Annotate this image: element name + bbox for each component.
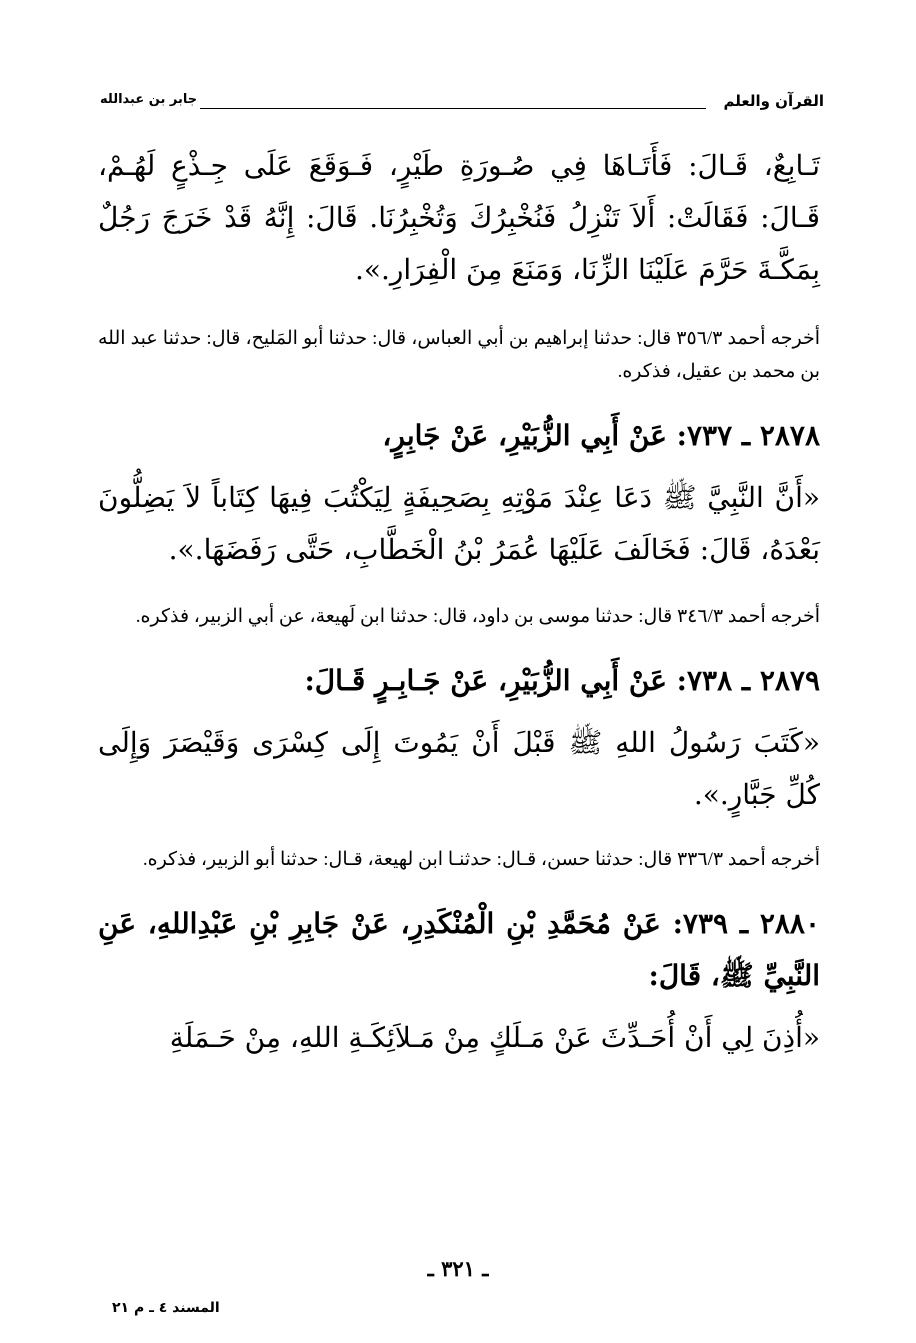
- page-number: ـ ٣٢١ ـ: [427, 1256, 489, 1281]
- hadith-text: «أُذِنَ لِي أَنْ أُحَـدِّثَ عَنْ مَـلَكٍ مِنْ مَـلاَئِكَـةِ اللهِ، مِنْ حَـمَلَةِ: [169, 1021, 820, 1054]
- source-note: أخرجه أحمد ٣٥٦/٣ قال: حدثنا إبراهيم بن أبي العباس، قال: حدثنا أبو المَليح، قال: حدثنا عبد الله بن محمد بن عقيل، فذكره.: [98, 328, 821, 382]
- hadith-text: تَـابِعٌ، قَـالَ: فَأَتَـاهَا فِي صُـورَةِ طَيْرٍ، فَـوَقَعَ عَلَى جِـذْعٍ لَهُـمْ، قَـالَ: فَقَالَتْ: أَلاَ تَنْزِلُ فَنُخْبِرُكَ وَتُخْبِرُنَا. قَالَ: إِنَّهُ قَدْ خَرَجَ رَجُلٌ بِمَكَّـةَ حَرَّمَ عَلَيْنَا الزِّنَا، وَمَنَعَ مِنَ الْفِرَارِ.».: [98, 149, 820, 286]
- book-title: القرآن والعلم: [723, 92, 824, 110]
- header-rule: [200, 108, 706, 109]
- chapter-title: جابر بن عبدالله: [100, 92, 198, 107]
- signature-mark: المسند ٤ ـ م ٢١: [112, 1300, 220, 1316]
- page-body: [98, 140, 820, 1064]
- running-header: [100, 92, 824, 118]
- source-note: أخرجه أحمد ٣٣٦/٣ قال: حدثنا حسن، قـال: حدثنـا ابن لهيعة، قـال: حدثنا أبو الزبير، فذكره.: [142, 849, 820, 870]
- hadith-number: ٢٨٧٨ ـ ٧٣٧: عَنْ أَبِي الزُّبَيْرِ، عَنْ جَابِرٍ،: [382, 419, 820, 452]
- source-note: أخرجه أحمد ٣٤٦/٣ قال: حدثنا موسى بن داود، قال: حدثنا ابن لَهيعة، عن أبي الزبير، فذكره.: [135, 606, 820, 627]
- hadith-number: ٢٨٨٠ ـ ٧٣٩: عَنْ مُحَمَّدِ بْنِ الْمُنْكَدِرِ، عَنْ جَابِرِ بْنِ عَبْدِاللهِ، عَنِ النَّبِيِّ ﷺ، قَالَ:: [98, 907, 820, 992]
- hadith-number: ٢٨٧٩ ـ ٧٣٨: عَنْ أَبِي الزُّبَيْرِ، عَنْ جَـابِـرٍ قَـالَ:: [304, 664, 820, 697]
- hadith-text: «أَنَّ النَّبِيَّ ﷺ دَعَا عِنْدَ مَوْتِهِ بِصَحِيفَةٍ لِيَكْتُبَ فِيهَا كِتَاباً لاَ يَضِلُّونَ بَعْدَهُ، قَالَ: فَخَالَفَ عَلَيْهَا عُمَرُ بْنُ الْخَطَّابِ، حَتَّى رَفَضَهَا.».: [98, 481, 820, 566]
- hadith-text: «كَتَبَ رَسُولُ اللهِ ﷺ قَبْلَ أَنْ يَمُوتَ إِلَى كِسْرَى وَقَيْصَرَ وَإِلَى كُلِّ جَبَّارٍ.».: [98, 726, 820, 811]
